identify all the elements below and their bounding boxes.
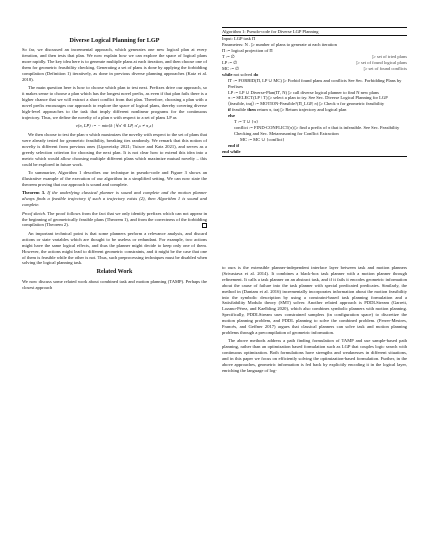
algo-line: MC := MC ∪ {conflict} [240,136,285,142]
paragraph: So far, we discussed an incremental approach, which generates one new logical plan at every iteration, and then tests that plan. We now explain how we can explore the space of logical plans more rapidly. The key idea here is to generate multiple plans at each iteration, and then choose one of them for geometric feasibility checking. Generating a set of plans is done by applying the forbidding compilation (Definition 1) iteratively, as done in previous diverse planning approaches (Katz et al. 2018). [22,47,207,82]
algo-endif: end if [228,142,239,148]
algo-input: Input: LGP task Π [222,36,256,42]
algo-stmt: not solved [233,71,253,77]
proof [22,211,207,229]
algo-line: conflict := FIND-CONFLICT(π) ▷ find a prefix of π that is infeasible. See Sec. Feasibility Checking and Sec. Metareasoning for Conflict Extraction [234,125,400,136]
paragraph: The main question here is how to choose which plan to test next. Prefixes drive our approach, so it makes sense to choose a plan which has the longest novel prefix, as even if that plan fails there is a higher chance that we will extract a short conflict from that plan. Therefore, choosing a plan with a novel prefix encourages our approach to explore the space of logical plans, thereby covering diverse high-level approaches to the task that imply different nonlinear programs for the continuous trajectory. Thus, we define the novelty of a plan π with respect to a set of plans LP as [22,85,207,120]
algo-params: Parameters: N . ▷ number of plans to generate at each iteration [222,42,337,48]
paragraph: to ours is the extensible planner-independent interface layer between task and motion planners (Srivastava et al. 2014). It combines a black-box task planner with a motion planner through refinement. It calls a task planner on an abstract task, and if it fails it encodes geometric information about the cause of failure into the task planner with special predicated predicates. Similarly, the method in (Dantam et al. 2016) incrementally incorporates information about the motion feasibility into the symbolic description by using a constraint-based task planning formulation and a Satisfiability Modulo theory (SMT) solver. Another related approach is PDDLStream (Garrett, Lozano-Pérez, and Kaelbling 2020), which also combines symbolic planners with motion planning. Specifically, PDDLStream uses constrained samplers (in configuration space) to discretize the motion planning problem, and PDDL planning to solve the combined problem. (Ferrer-Mestres, Francès, and Geffner 2017) argues that classical planners can solve task and motion planning problems through a precompilation of geometric information. [222,265,407,335]
keyword: while [222,71,233,77]
right-column [222,265,407,377]
novelty-equation: ν(π, LP) := − min{k | ∀π′ ∈ LP, π′₁ₖ ≠ π₁ₖ} [75,123,154,129]
keyword: else [228,113,236,119]
theorem-text: If the underlying classical planner is sound and complete and the motion planner always finds a feasible trajectory if such a trajectory exists (2), then Algorithm 1 is sound and complete. [22,190,207,208]
algo-stmt: LP := ∅ [222,60,238,66]
algo-line: LP := LP ∪ Diverse-Plan(Π′, N) ▷ call diverse logical planner to find N new plans [228,89,379,95]
algo-stmt: feasible [231,107,247,113]
algo-line: T := T ∪ {π} [234,119,259,125]
paragraph: The above methods address a path finding formulation of TAMP and use sample-based path planning, rather than an optimization based formulation such as LGP that couples logic search with continuous optimization. Both formulations have strengths and weaknesses in different situations, and in this paper we focus on efficiently solving the optimization-based formulation. Further, in the above approaches, geometric information is fed back by explicitly encoding it in the logical layer, enriching the language of log- [222,338,407,373]
algo-endwhile: end while [222,148,241,154]
algo-stmt: T := ∅ [222,54,235,60]
keyword: do [253,71,259,77]
paragraph: To summarize, Algorithm 1 describes our technique in pseudo-code and Figure 3 shows an illustrative example of the execution of our algorithm in a simplified setting. We can now state the theorem proving that our approach is sound and complete. [22,170,207,187]
paragraph: An important technical point is that some planners perform a relevance analysis, and discard actions or state variables which are thought to be useless or redundant. For example, two actions might have the same logical effects, and thus the planner might decide to keep only one of them. However, the actions might lead to different geometric constraints, and it might be the case that one of them is feasible while the other is not. Thus, such preprocessing techniques must be disabled when solving the logical planning task. [22,230,207,266]
qed-square-icon [202,223,207,228]
algo-line: Π := logical projection of Π [222,48,273,54]
algorithm-caption: Algorithm 1: Pseudo-code for Diverse LGP Planning [222,28,407,36]
theorem [22,190,207,208]
algorithm-body [222,36,407,157]
algo-comment: ▷ set of found conflicts [363,65,407,71]
algo-comment: ▷ set of tried plans [372,54,407,60]
algo-line: Π′ := FORBID(Π, LP ∪ MC) ▷ Forbid found plans and conflicts See Sec. Forbidding Plans by Prefixes [228,77,402,89]
related-work-title: Related Work [96,269,133,276]
algo-line: π := SELECT(LP \ T) ▷ select a plan to try. See Sec. Diverse Logical Planning for LGP [228,95,388,101]
algorithm-box [222,27,407,157]
left-column [22,37,207,294]
theorem-label: Theorem 3. [22,190,46,196]
proof-text: The proof follows from the fact that we only identify prefixes which can not appear in the beginning of geometrically feasible plans (Theorem 1), and from the correctness of the forbidding compilation (Theorem 2). [22,210,207,228]
algo-stmt: MC := ∅ [222,65,240,71]
section-title: Diverse Logical Planning for LGP [69,37,160,44]
paragraph: We then choose to test the plan π which maximizes the novelty with respect to the set of plans that were already tested for geometric feasibility, breaking ties randomly. We remark that this notion of novelty is different from previous ones (Lipovetzky 2021; Tuisov and Katz 2021), and serves as a greedy selection criterion for choosing the next plan. It is not clear how to extend this idea into a metric which would allow choosing multiple different plans which maximize mutual novelty – this could be explored in future work. [22,131,207,167]
algo-stmt: return π, traj ▷ Return trajectory and logical plan [256,107,347,113]
proof-label: Proof sketch. [22,210,47,216]
paragraph: We now discuss some related work about combined task and motion planning (TAMP). Perhaps the closest approach [22,279,207,291]
keyword: if [228,107,231,113]
algo-line: ⟨feasible, traj⟩ := MOTION-Feasible?(Π_LGP, π) ▷ Check π for geometric feasibility [228,101,385,107]
keyword: then [247,107,256,113]
algo-comment: ▷ set of found logical plans [356,60,407,66]
